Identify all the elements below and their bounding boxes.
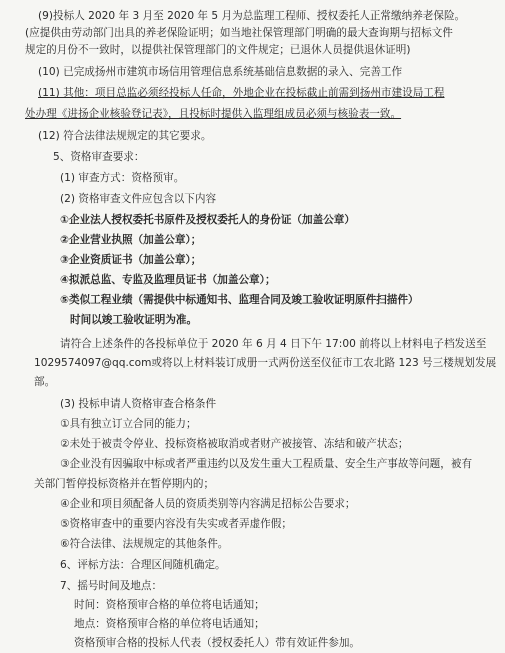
doc-line: (10) 已完成扬州市建筑市场信用管理信息系统基础信息数据的录入、完善工作 <box>38 66 403 78</box>
doc-line: 请符合上述条件的各投标单位于 2020 年 6 月 4 日下午 17:00 前将以上材料电子档发送至 <box>60 338 487 350</box>
doc-line: ⑥符合法律、法规规定的其他条件。 <box>60 538 229 550</box>
doc-line: ④拟派总监、专监及监理员证书（加盖公章）； <box>60 274 276 286</box>
doc-line: ③企业没有因骗取中标或者严重违约以及发生重大工程质量、安全生产事故等问题，被有 <box>60 458 473 470</box>
doc-line: (应提供由劳动部门出具的养老保险证明；如当地社保管理部门明确的最大查询期与招标文件 <box>25 27 453 39</box>
doc-line: 5、资格审查要求： <box>53 151 145 163</box>
doc-line: ③企业资质证书（加盖公章）； <box>60 254 202 266</box>
doc-line: 地点：资格预审合格的单位将电话通知； <box>74 618 265 630</box>
doc-line: (3) 投标申请人资格审查合格条件 <box>60 398 217 410</box>
doc-line: 1029574097@qq.com或将以上材料装订成册一式两份送至仪征市工农北路 123 号三楼规划发展 <box>34 357 497 369</box>
doc-line: ⑤资格审查中的重要内容没有失实或者弄虚作假； <box>60 518 292 530</box>
doc-line: ②企业营业执照（加盖公章）； <box>60 234 202 246</box>
doc-line: ②未处于被责令停业、投标资格被取消或者财产被接管、冻结和破产状态； <box>60 438 409 450</box>
doc-line: (1) 审查方式：资格预审。 <box>60 172 185 184</box>
doc-line: (2) 资格审查文件应包含以下内容 <box>60 193 217 205</box>
doc-line: ①具有独立订立合同的能力； <box>60 418 197 430</box>
doc-line: 关部门暂停投标资格并在暂停期内的； <box>34 478 215 490</box>
doc-line: 资格预审合格的投标人代表（授权委托人）带有效证件参加。 <box>74 637 361 649</box>
doc-line: (11) 其他：项目总监必须经投标人任命，外地企业在投标截止前需到扬州市建设局工程 <box>38 87 445 99</box>
doc-line: 时间：资格预审合格的单位将电话通知； <box>74 599 265 611</box>
doc-line: 6、评标方法：合理区间随机确定。 <box>60 559 226 571</box>
doc-line: (12) 符合法律法规规定的其它要求。 <box>38 130 212 142</box>
doc-line: 规定的月份不一致时，以提供社保管理部门的文件规定；已退休人员提供退休证明) <box>25 44 411 56</box>
doc-line: 7、摇号时间及地点： <box>60 580 163 592</box>
doc-line: 部。 <box>34 376 56 388</box>
doc-line: 处办理《进扬企业核验登记表》，且投标时提供入监理组成员必须与核验表一致。 <box>25 108 402 120</box>
doc-line: 时间以竣工验收证明为准。 <box>70 314 198 326</box>
doc-line: ①企业法人授权委托书原件及授权委托人的身份证（加盖公章） <box>60 214 355 226</box>
doc-line: (9)投标人 2020 年 3 月至 2020 年 5 月为总监理工程师、授权委托人正常缴纳养老保险。 <box>38 10 466 22</box>
doc-line: ⑤类似工程业绩（需提供中标通知书、监理合同及竣工验收证明原件扫描件） <box>60 294 419 306</box>
doc-line: ④企业和项目须配备人员的资质类别等内容满足招标公告要求； <box>60 498 356 510</box>
